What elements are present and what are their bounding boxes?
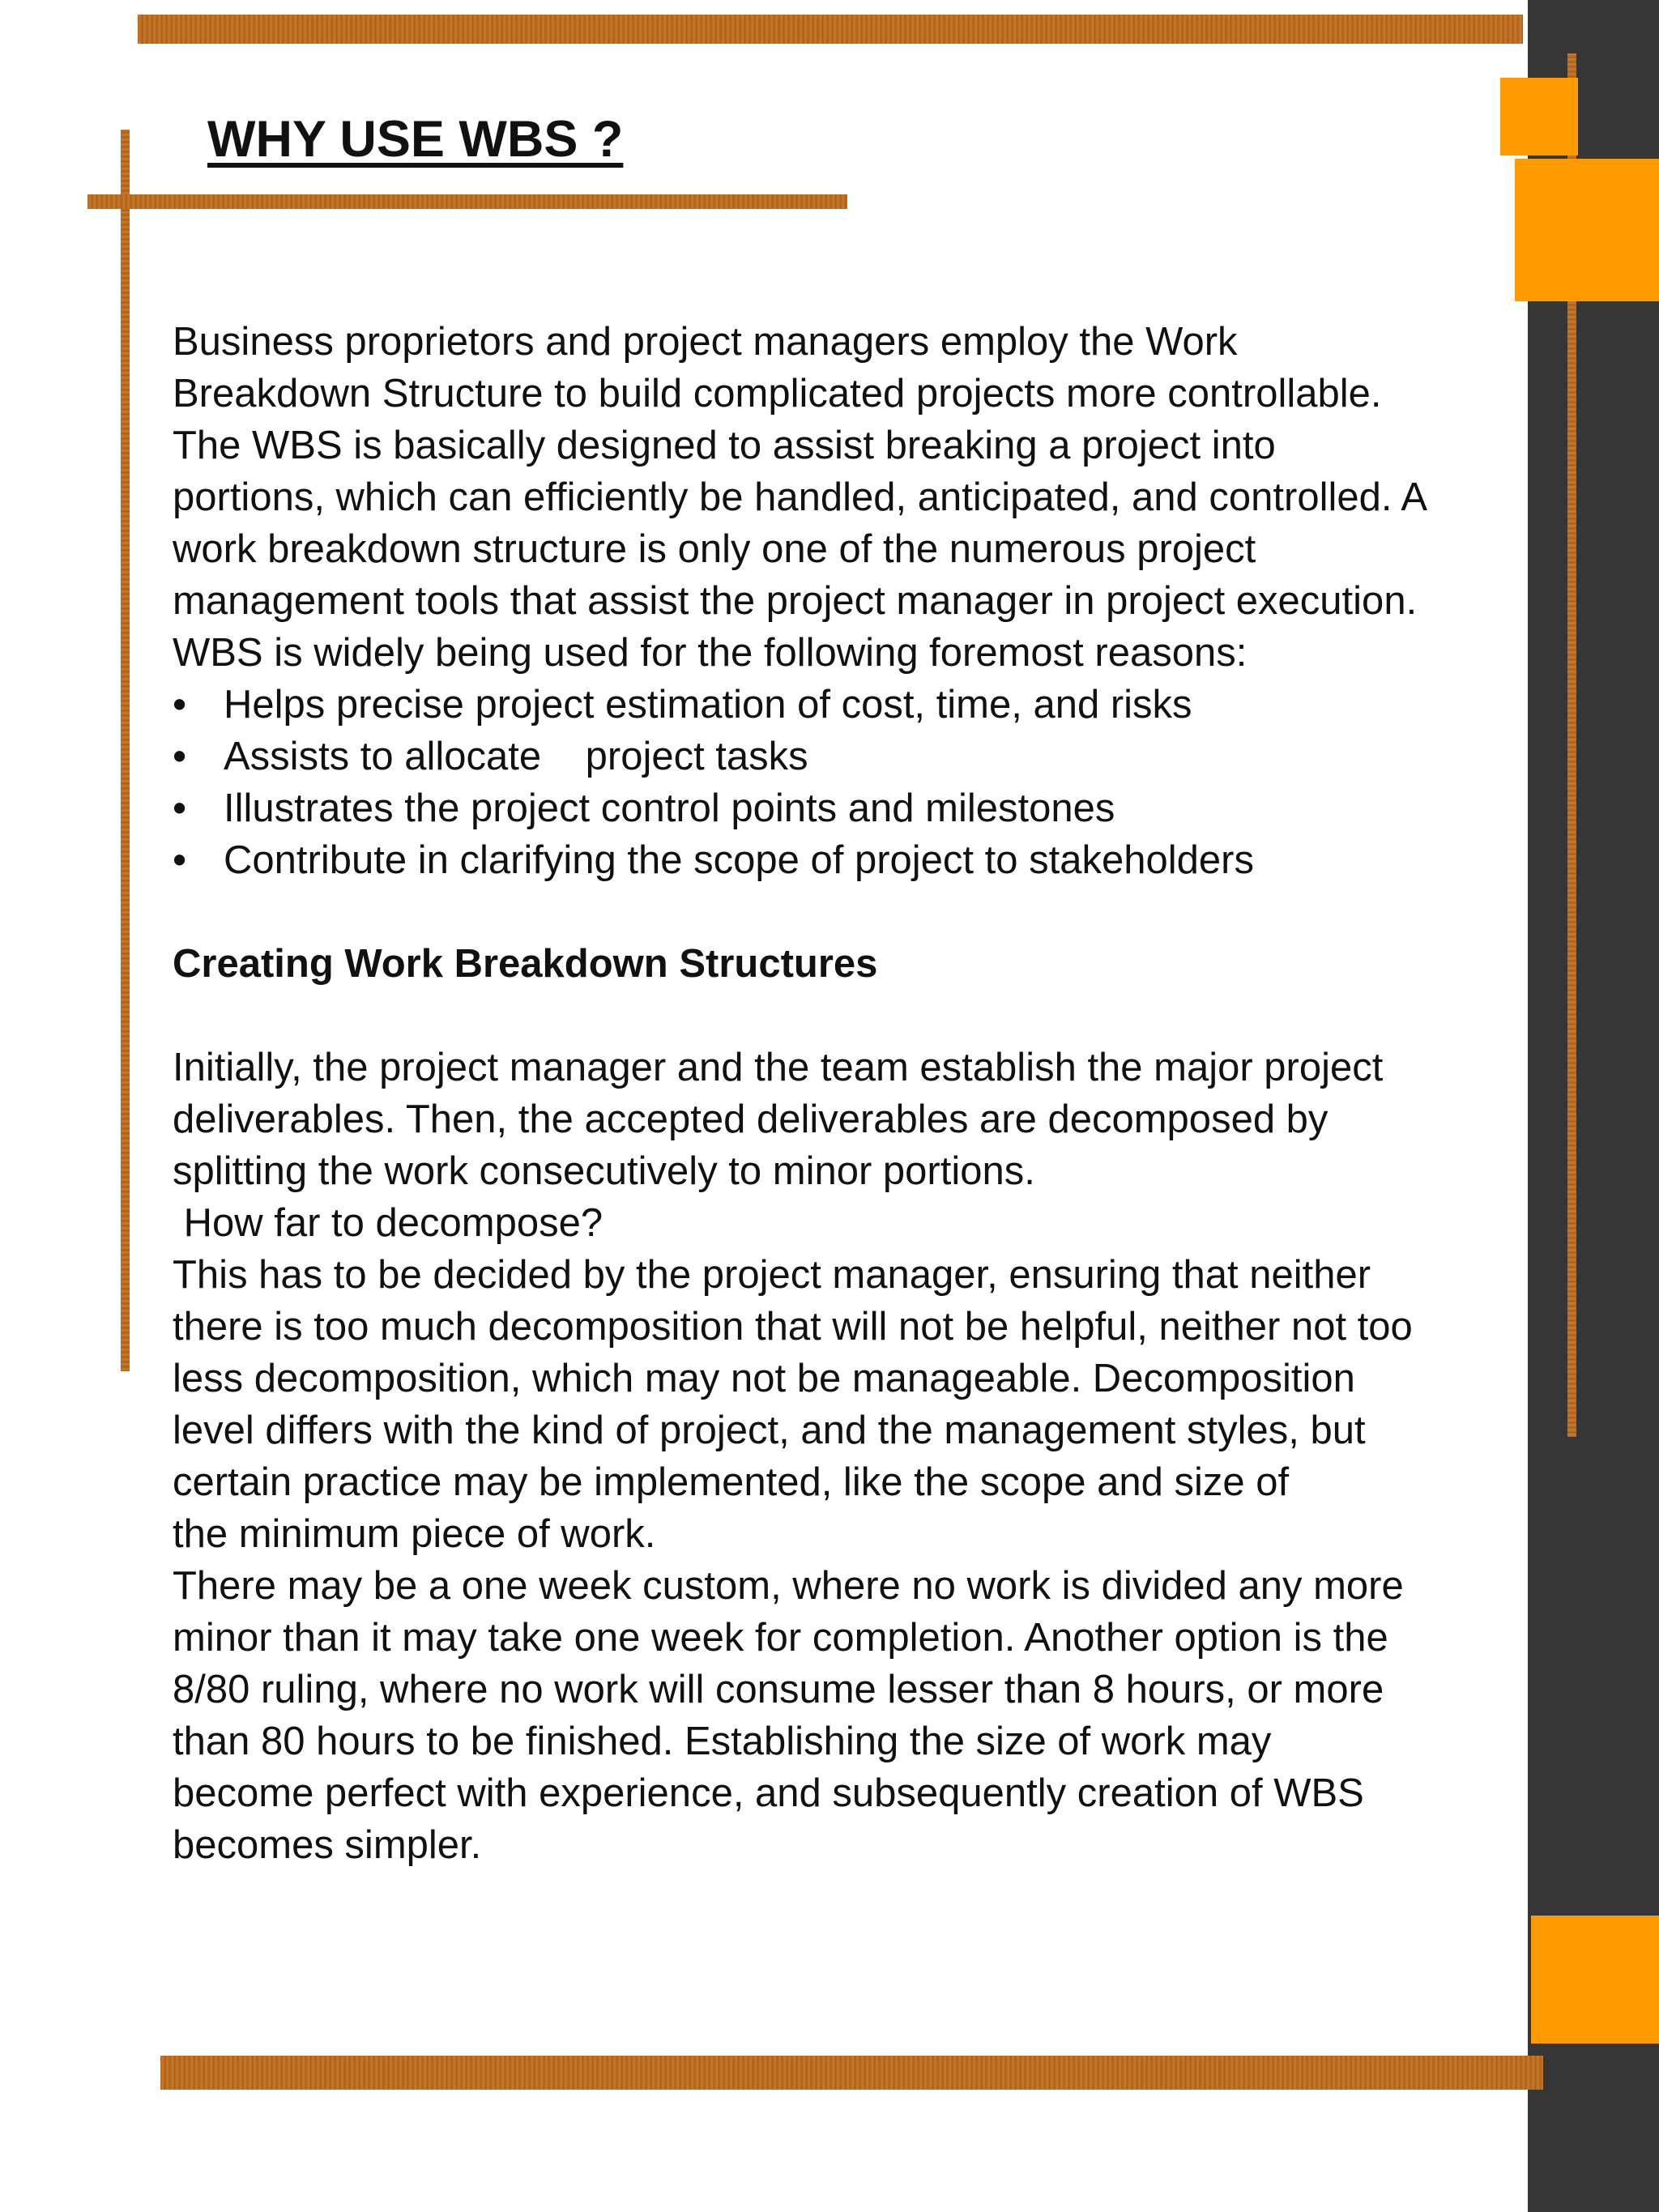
- orange-block: [1515, 159, 1659, 301]
- body-line: Initially, the project manager and the team establish the major project: [173, 1046, 1384, 1089]
- document-body: [173, 316, 1533, 1871]
- bullet-icon: •: [173, 786, 187, 830]
- top-decorative-bar: [138, 15, 1523, 44]
- list-item-text: Assists to allocate project tasks: [224, 735, 808, 778]
- body-line: deliverables. Then, the accepted deliverables are decomposed by: [173, 1097, 1328, 1141]
- list-item-text: Contribute in clarifying the scope of project to stakeholders: [224, 838, 1254, 882]
- section-heading: Creating Work Breakdown Structures: [173, 942, 878, 986]
- intro-line: WBS is widely being used for the following foremost reasons:: [173, 631, 1247, 675]
- left-vertical-line: [121, 130, 130, 1371]
- body-line: There may be a one week custom, where no work is divided any more: [173, 1564, 1404, 1608]
- body-line: than 80 hours to be finished. Establishing the size of work may: [173, 1720, 1272, 1763]
- body-line: minor than it may take one week for completion. Another option is the: [173, 1616, 1388, 1660]
- list-item-text: Helps precise project estimation of cost, time, and risks: [224, 683, 1192, 727]
- list-item: [173, 782, 1533, 834]
- intro-line: work breakdown structure is only one of the numerous project: [173, 527, 1256, 571]
- body-line: level differs with the kind of project, and the management styles, but: [173, 1409, 1366, 1452]
- title-underline-bar: [87, 194, 847, 209]
- bottom-decorative-bar: [160, 2056, 1543, 2090]
- body-line: This has to be decided by the project manager, ensuring that neither: [173, 1253, 1371, 1297]
- body-line: become perfect with experience, and subsequently creation of WBS: [173, 1771, 1364, 1815]
- body-line: certain practice may be implemented, like the scope and size of: [173, 1460, 1290, 1504]
- bullet-icon: •: [173, 735, 187, 778]
- reasons-list: [173, 679, 1533, 886]
- body-line: there is too much decomposition that will not be helpful, neither not too: [173, 1305, 1413, 1349]
- list-item: [173, 731, 1533, 782]
- right-side-panel: [1528, 0, 1659, 2212]
- intro-line: management tools that assist the project manager in project execution.: [173, 579, 1418, 623]
- intro-paragraph: [173, 316, 1533, 679]
- intro-line: Business proprietors and project managers employ the Work: [173, 320, 1238, 364]
- orange-square-bottom: [1531, 1916, 1659, 2044]
- body-line: becomes simpler.: [173, 1823, 482, 1867]
- body-line: 8/80 ruling, where no work will consume lesser than 8 hours, or more: [173, 1668, 1384, 1711]
- spacer: [173, 886, 1533, 938]
- body-line: the minimum piece of work.: [173, 1512, 656, 1556]
- orange-square-small: [1500, 78, 1578, 156]
- body-paragraph: [173, 1042, 1533, 1871]
- page-title: WHY USE WBS ?: [207, 111, 624, 168]
- spacer: [173, 990, 1533, 1042]
- bullet-icon: •: [173, 838, 187, 882]
- body-line: less decomposition, which may not be manageable. Decomposition: [173, 1357, 1355, 1400]
- bullet-icon: •: [173, 683, 187, 727]
- intro-line: Breakdown Structure to build complicated projects more controllable.: [173, 372, 1382, 416]
- list-item: [173, 834, 1533, 886]
- body-line: splitting the work consecutively to minor portions.: [173, 1149, 1035, 1193]
- list-item-text: Illustrates the project control points and milestones: [224, 786, 1115, 830]
- intro-line: The WBS is basically designed to assist breaking a project into: [173, 424, 1276, 467]
- body-line: How far to decompose?: [173, 1201, 603, 1245]
- list-item: [173, 679, 1533, 731]
- intro-line: portions, which can efficiently be handled, anticipated, and controlled. A: [173, 475, 1428, 519]
